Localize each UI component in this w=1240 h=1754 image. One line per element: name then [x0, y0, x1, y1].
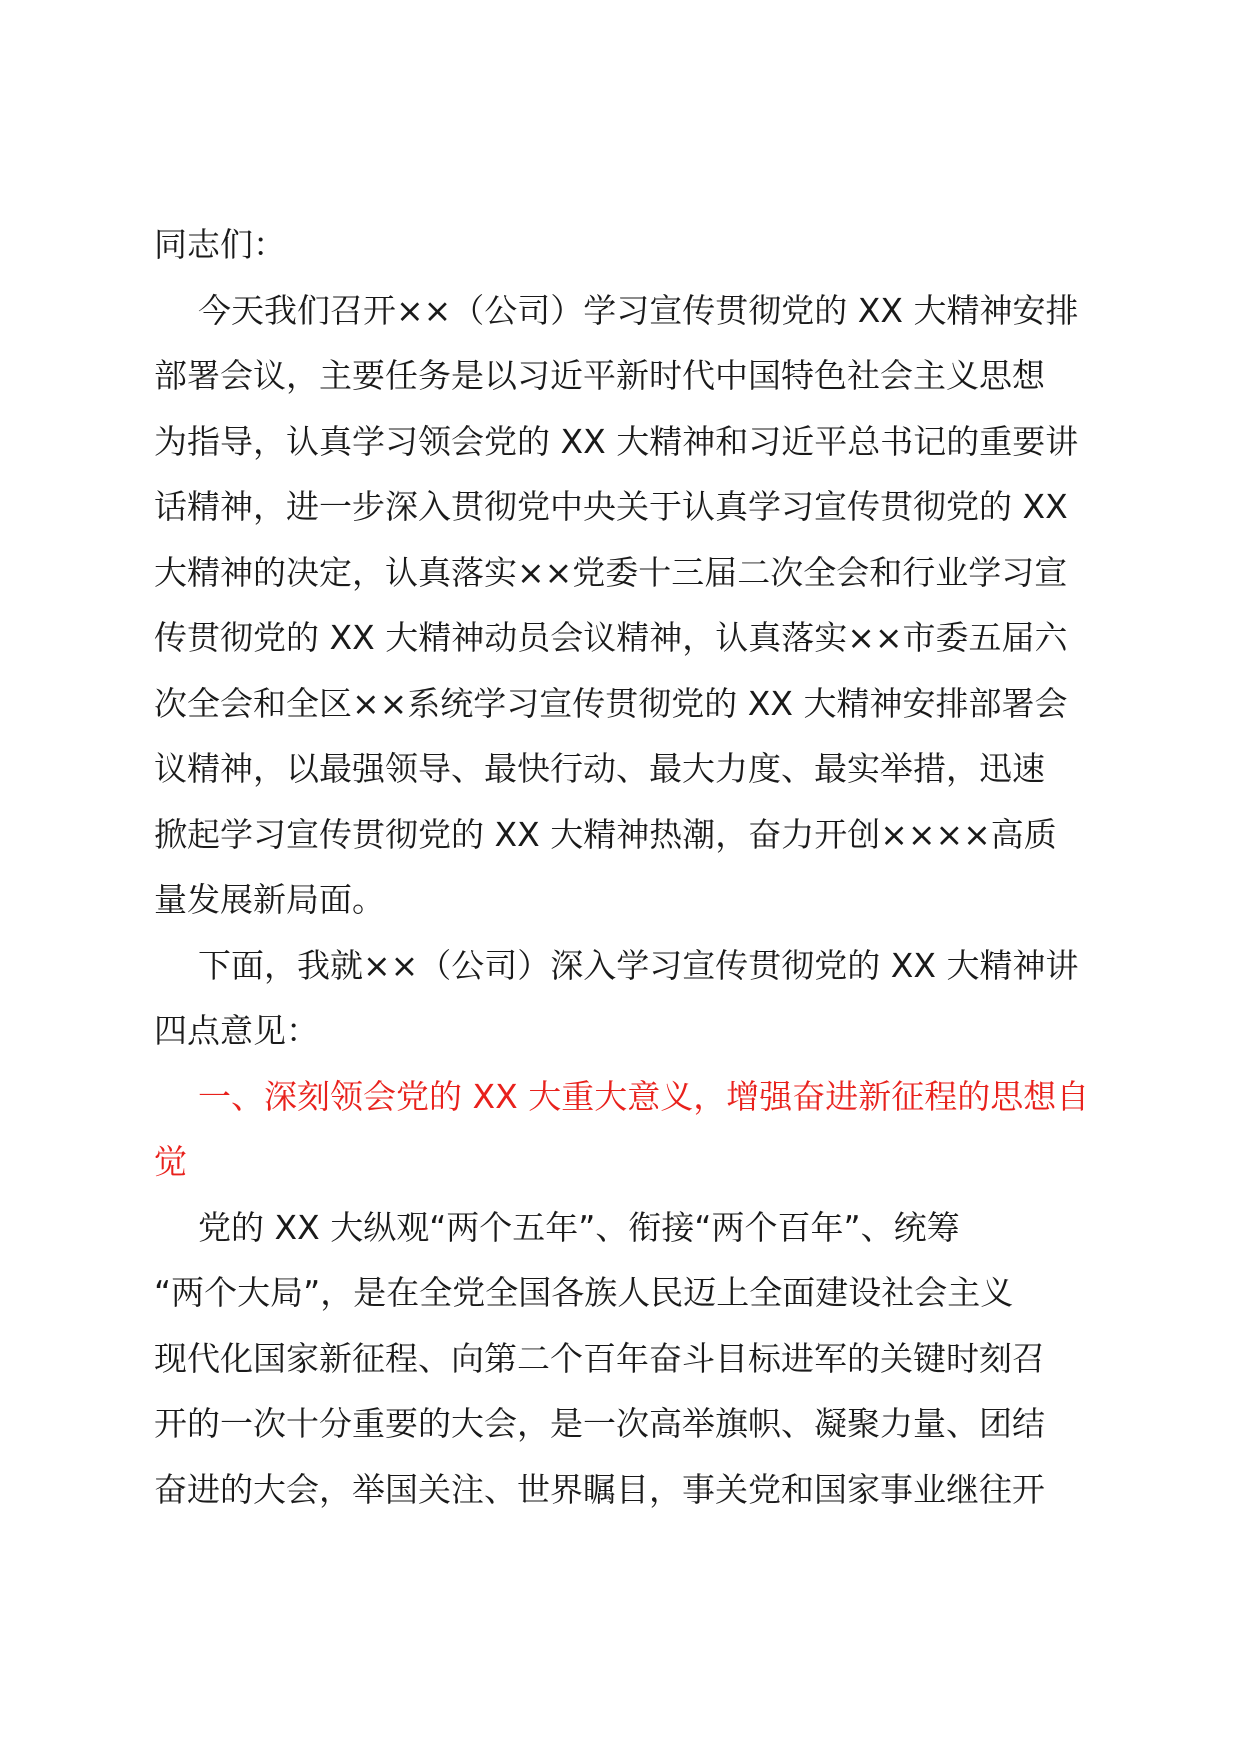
paragraph-line: 传贯彻党的 XX 大精神动员会议精神，认真落实××市委五届六	[154, 618, 1068, 657]
paragraph-line: 次全会和全区××系统学习宣传贯彻党的 XX 大精神安排部署会	[154, 683, 1068, 723]
paragraph-line: 部署会议，主要任务是以习近平新时代中国特色社会主义思想	[154, 356, 1045, 395]
paragraph-line: 下面，我就××（公司）深入学习宣传贯彻党的 XX 大精神讲	[198, 945, 1079, 985]
paragraph-line: 议精神，以最强领导、最快行动、最大力度、最实举措，迅速	[154, 749, 1045, 788]
paragraph-line: 话精神，进一步深入贯彻党中央关于认真学习宣传贯彻党的 XX	[154, 487, 1068, 526]
section-heading-line: 一、深刻领会党的 XX 大重大意义，增强奋进新征程的思想自	[198, 1076, 1090, 1116]
section-heading-line: 觉	[154, 1142, 187, 1181]
document-body	[154, 212, 1094, 1522]
paragraph-line: 现代化国家新征程、向第二个百年奋斗目标进军的关键时刻召	[154, 1338, 1045, 1378]
paragraph-line: “两个大局”，是在全党全国各族人民迈上全面建设社会主义	[154, 1273, 1014, 1312]
paragraph-line: 今天我们召开××（公司）学习宣传贯彻党的 XX 大精神安排	[198, 290, 1079, 330]
paragraph-line: 量发展新局面。	[154, 880, 385, 919]
paragraph-line: 奋进的大会，举国关注、世界瞩目，事关党和国家事业继往开	[154, 1469, 1045, 1509]
paragraph-line: 大精神的决定，认真落实××党委十三届二次全会和行业学习宣	[154, 552, 1068, 592]
salutation-line: 同志们：	[154, 225, 286, 264]
paragraph-line: 开的一次十分重要的大会，是一次高举旗帜、凝聚力量、团结	[154, 1404, 1045, 1443]
paragraph-line: 为指导，认真学习领会党的 XX 大精神和习近平总书记的重要讲	[154, 421, 1079, 461]
paragraph-line: 党的 XX 大纵观“两个五年”、衔接“两个百年”、统筹	[198, 1207, 960, 1247]
paragraph-line: 掀起学习宣传贯彻党的 XX 大精神热潮，奋力开创××××高质	[154, 814, 1057, 854]
paragraph-line: 四点意见：	[154, 1011, 319, 1050]
